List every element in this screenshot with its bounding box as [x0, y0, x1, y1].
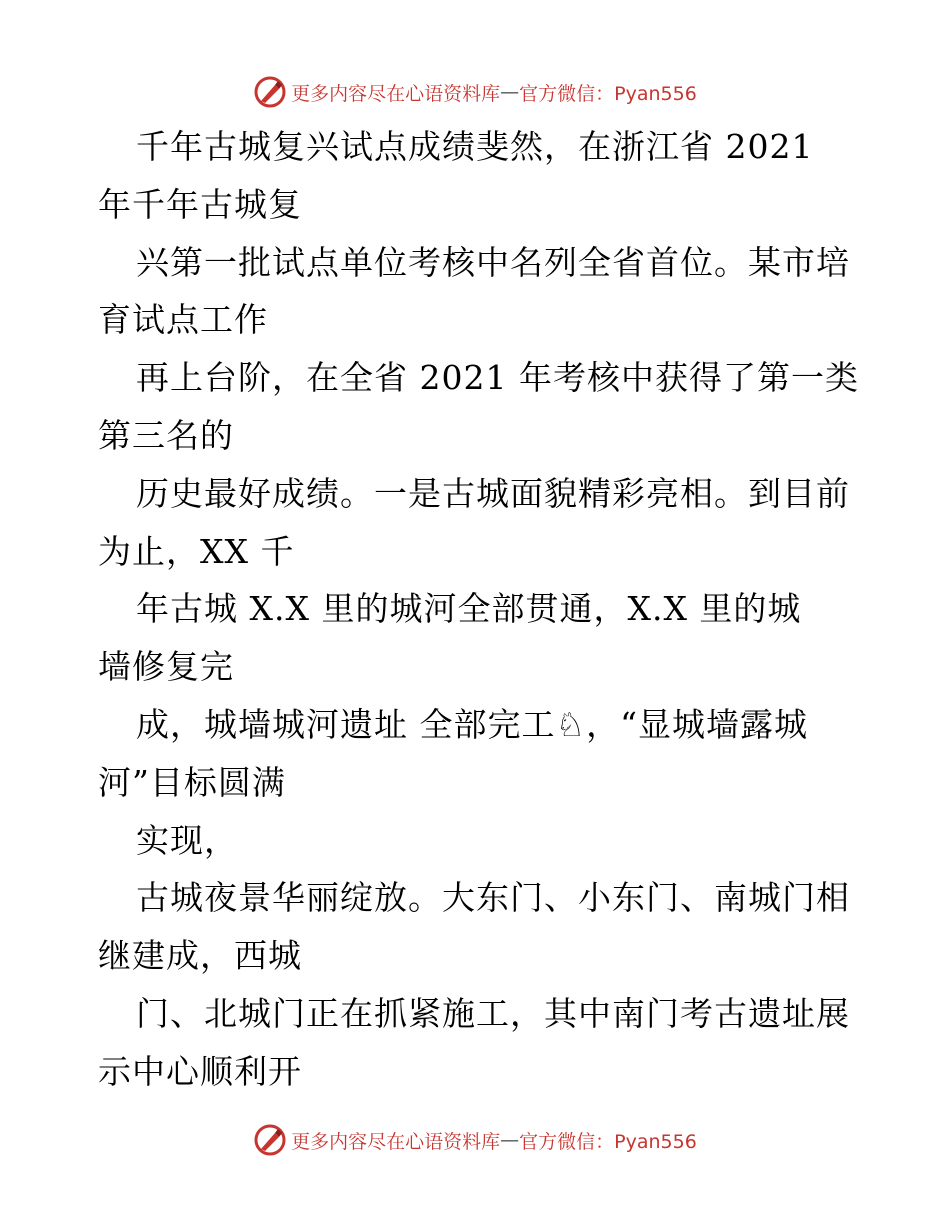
watermark-text: 更多内容尽在心语资料库 [291, 1130, 501, 1153]
body-line: 为止，XX 千 [98, 531, 295, 571]
body-line: 成，城墙城河遗址 全部完工♘，“显城墙露城 [136, 704, 808, 744]
body-line: 育试点工作 [98, 300, 268, 340]
body-line: 示中心顺利开 [98, 1051, 302, 1091]
body-line: 第三名的 [98, 415, 234, 455]
body-line: 再上台阶，在全省 2021 年考核中获得了第一类 [136, 358, 859, 398]
body-line: 兴第一批试点单位考核中名列全省首位。某市培 [136, 242, 850, 282]
header-watermark [0, 72, 950, 112]
body-line: 历史最好成绩。一是古城面貌精彩亮相。到目前 [136, 473, 850, 513]
body-line: 继建成，西城 [98, 936, 302, 976]
pen-circle-logo-icon [253, 75, 287, 109]
body-line: 古城夜景华丽绽放。大东门、小东门、南城门相 [136, 878, 850, 918]
body-line: 墙修复完 [98, 647, 234, 687]
pen-circle-logo-icon [253, 1123, 287, 1157]
watermark-wechat: 官方微信：Pyan556 [519, 1130, 697, 1153]
body-line: 年古城 X.X 里的城河全部贯通，X.X 里的城 [136, 589, 802, 629]
body-line: 千年古城复兴试点成绩斐然，在浙江省 2021 [136, 127, 814, 166]
watermark-separator: — [500, 1129, 520, 1151]
footer-watermark [0, 1120, 950, 1160]
document-body [98, 118, 868, 1101]
body-line: 河”目标圆满 [98, 762, 286, 802]
body-line: 年千年古城复 [98, 184, 302, 224]
body-line: 实现， [136, 820, 238, 860]
watermark-wechat: 官方微信：Pyan556 [519, 82, 697, 105]
watermark-separator: — [500, 81, 520, 103]
watermark-text: 更多内容尽在心语资料库 [291, 82, 501, 105]
body-line: 门、北城门正在抓紧施工，其中南门考古遗址展 [136, 993, 850, 1033]
